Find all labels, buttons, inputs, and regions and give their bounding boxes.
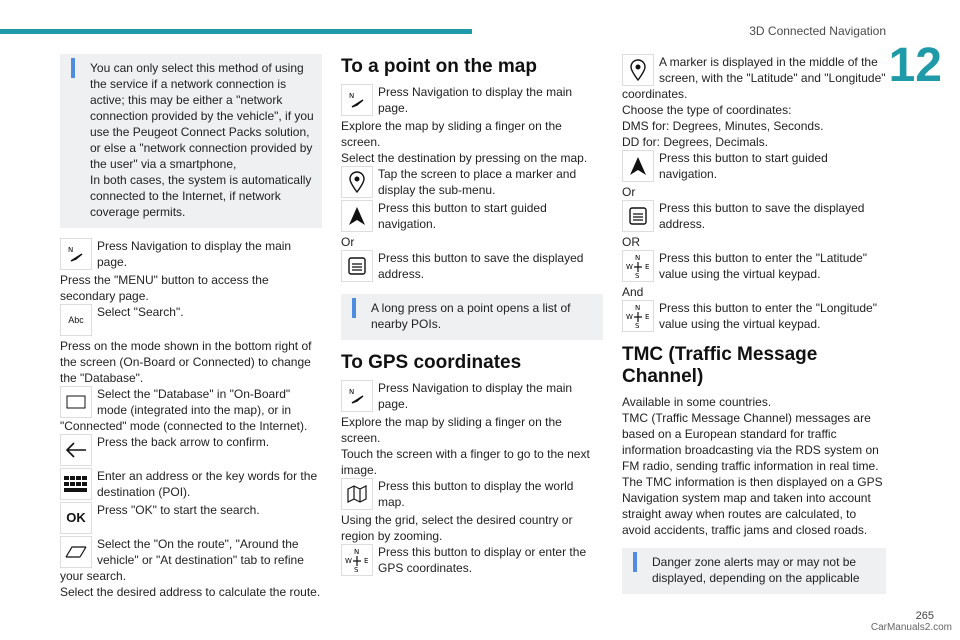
step-ok: OK Press "OK" to start the search. — [60, 502, 322, 536]
top-accent-bar — [0, 29, 472, 34]
compass-icon — [622, 250, 654, 282]
step-navigation: N Press Navigation to display the main page. — [341, 84, 603, 118]
chapter-number: 12 — [888, 39, 942, 92]
step-back: Press the back arrow to confirm. — [60, 434, 322, 468]
step-database: Select the "Database" in "On-Board" mode (integrated into the map), or in "Connected" mode (connected to the Internet). — [60, 387, 308, 433]
navigation-icon — [60, 238, 92, 270]
step-guidance: Press this button to start guided navigation. — [341, 200, 603, 234]
svg-text:N: N — [635, 304, 641, 312]
column-2: To a point on the map N Press Navigation to display the main page. Explore the map by sliding a finger on the screen. Select the destination by pressing on the map. Tap the screen to place a marker and display the sub-menu. Press this button to start guided navigation. Or Press this button to save the displayed address. A long press on a point opens a list of nearby POIs. To GPS coordinates N Press Navigation to display the main page. Explore the map by sliding a finger on the screen. Touch the screen with a finger to go to the next image. Press this button to display the world map. Using the grid, select the desired country or region by zooming. N W E S Press this button to display or enter the GPS coordinates. — [341, 54, 603, 578]
compass-icon — [622, 300, 654, 332]
world-map-icon — [341, 478, 373, 510]
navigation-icon — [341, 380, 373, 412]
keyboard-icon — [60, 468, 92, 500]
svg-text:N: N — [349, 92, 355, 100]
svg-text:N: N — [68, 246, 74, 254]
guidance-arrow-icon — [341, 200, 373, 232]
step-gps: N W E S Press this button to display or enter the GPS coordinates. — [341, 544, 603, 578]
page-number: 265 — [915, 610, 934, 622]
heading-gps-coordinates: To GPS coordinates — [341, 352, 522, 373]
column-3: A marker is displayed in the middle of the screen, with the "Latitude" and "Longitude" coordinates. Choose the type of coordinates: DMS for: Degrees, Minutes, Seconds. DD for: Degrees, Decimals. Press this button to start guided navigation. Or Press this button to save the displayed address. OR N W E S Press this button to enter the "Latitude" value using the virtual keypad. And N W E S Press this button to enter the "Longitude" value using the virtual keypad. TMC (Traffic Message Channel) Available in some countries. TMC (Traffic Message Channel) messages are based on a European standard for traffic information broadcasting via the RDS system on FM radio, sending traffic information in real time. The TMC information is then displayed on a GPS Navigation system map and taken into account straight away when routes are calculated, to avoid accidents, traffic jams and closed roads. Danger zone alerts may or may not be displayed, depending on the applicable — [622, 54, 886, 594]
svg-text:W: W — [626, 313, 633, 321]
step-save: Press this button to save the displayed address. — [622, 200, 886, 234]
heading-point-on-map: To a point on the map — [341, 56, 537, 77]
step-search: Abc Select "Search". — [60, 304, 322, 338]
svg-text:N: N — [349, 388, 355, 396]
step-navigation: N Press Navigation to display the main page. — [341, 380, 603, 414]
database-icon — [60, 386, 92, 418]
svg-text:S: S — [635, 322, 640, 329]
svg-text:N: N — [635, 254, 641, 262]
step-world-map: Press this button to display the world map. — [341, 478, 603, 512]
guidance-arrow-icon — [622, 150, 654, 182]
save-icon — [622, 200, 654, 232]
watermark: CarManuals2.com — [870, 622, 952, 633]
compass-icon — [341, 544, 373, 576]
svg-text:E: E — [645, 313, 650, 321]
step-longitude: N W E S Press this button to enter the "Longitude" value using the virtual keypad. — [622, 300, 886, 334]
svg-text:E: E — [645, 263, 650, 271]
map-pin-icon — [341, 166, 373, 198]
svg-text:W: W — [345, 557, 352, 565]
step-guidance: Press this button to start guided navigation. — [622, 150, 886, 184]
step-marker: Tap the screen to place a marker and display the sub-menu. — [341, 166, 603, 200]
svg-text:S: S — [635, 272, 640, 279]
section-title: 3D Connected Navigation — [749, 24, 886, 38]
svg-text:S: S — [354, 566, 359, 573]
svg-text:W: W — [626, 263, 633, 271]
step-tab: Select the "On the route", "Around the vehicle" or "At destination" tab to refine your search. — [60, 537, 304, 583]
save-icon — [341, 250, 373, 282]
map-pin-icon — [622, 54, 654, 86]
search-text-icon: Abc — [60, 304, 92, 336]
info-box: Danger zone alerts may or may not be displayed, depending on the applicable — [622, 548, 886, 594]
step-navigation: N Press Navigation to display the main page. — [60, 238, 322, 272]
route-tab-icon — [60, 536, 92, 568]
heading-tmc: TMC (Traffic Message Channel) — [622, 344, 818, 387]
step-latitude: N W E S Press this button to enter the "Latitude" value using the virtual keypad. — [622, 250, 886, 284]
navigation-icon — [341, 84, 373, 116]
step-marker: A marker is displayed in the middle of the screen, with the "Latitude" and "Longitude" coordinates. — [622, 55, 886, 101]
info-box: You can only select this method of using the service if a network connection is active; this may be either a "network connection provided by the vehicle", if you use the Peugeot Connect Packs solution, or else a "network connection provided by the user" via a smartphone, In both cases, the system is automatically connected to the Internet, if network coverage permits. — [60, 54, 322, 228]
info-box: A long press on a point opens a list of nearby POIs. — [341, 294, 603, 340]
step-save: Press this button to save the displayed address. — [341, 250, 603, 284]
svg-text:E: E — [364, 557, 369, 565]
column-1: You can only select this method of using the service if a network connection is active; this may be either a "network connection provided by the vehicle", if you use the Peugeot Connect Packs solution, or else a "network connection provided by the user" via a smartphone, In both cases, the system is automatically connected to the Internet, if network coverage permits. N Press Navigation to display the main page. Press the "MENU" button to access the secondary page. Abc Select "Search". Press on the mode shown in the bottom right of the screen (On-Board or Connected) to change the "Database". Select the "Database" in "On-Board" mode (integrated into the map), or in "Connected" mode (connected to the Internet). Press the back arrow to confirm. Enter an address or the key words for the destination (POI). OK Press "OK" to start the search. Select the "On the route", "Around the vehicle" or "At destination" tab to refine your search. Select the desired address to calculate the route. — [60, 54, 322, 600]
svg-text:N: N — [354, 548, 360, 556]
step-keyboard: Enter an address or the key words for the destination (POI). — [60, 468, 322, 502]
back-arrow-icon — [60, 434, 92, 466]
ok-button-icon: OK — [60, 502, 92, 534]
